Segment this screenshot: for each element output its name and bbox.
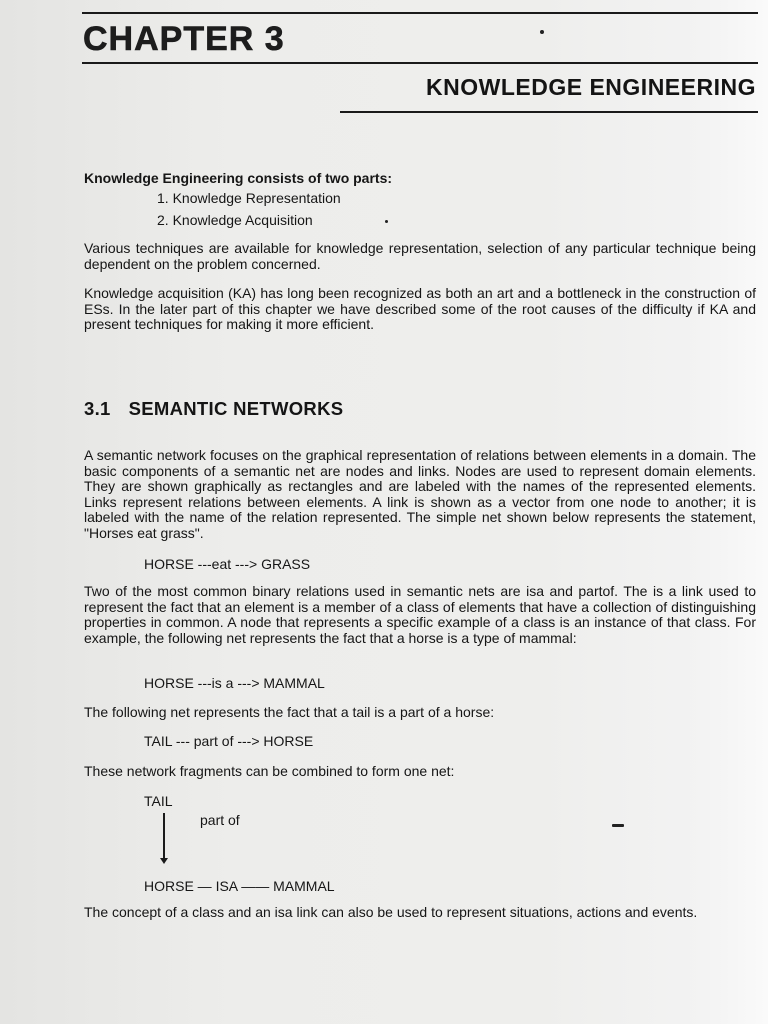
diagram-bottom-net: HORSE — ISA —— MAMMAL <box>144 878 335 894</box>
section-paragraph: These network fragments can be combined to form one net: <box>84 763 455 779</box>
chapter-label: CHAPTER 3 <box>83 20 285 58</box>
diagram-link-line <box>163 813 165 861</box>
diagram-node-tail: TAIL <box>144 793 173 809</box>
example-net: HORSE ---eat ---> GRASS <box>144 556 311 572</box>
scan-speck <box>612 824 624 827</box>
chapter-title: KNOWLEDGE ENGINEERING <box>426 74 756 100</box>
intro-list-item: 1. Knowledge Representation <box>157 190 341 206</box>
header-bottom-rule <box>340 111 758 113</box>
header-top-rule <box>82 12 758 14</box>
example-net: TAIL --- part of ---> HORSE <box>144 733 314 749</box>
section-number: 3.1 <box>84 398 111 419</box>
scan-speck <box>385 220 388 223</box>
intro-paragraph: Various techniques are available for knowledge representation, selection of any particular technique being dependent on the problem concerned. <box>84 240 756 272</box>
header-mid-rule <box>82 62 758 64</box>
section-title: SEMANTIC NETWORKS <box>128 398 344 419</box>
scan-speck <box>540 30 544 34</box>
intro-lead: Knowledge Engineering consists of two parts: <box>84 170 393 186</box>
section-paragraph: The concept of a class and an isa link can also be used to represent situations, actions and events. <box>84 904 698 920</box>
intro-paragraph: Knowledge acquisition (KA) has long been recognized as both an art and a bottleneck in the construction of ESs. In the later part of this chapter we have described some of the root causes of the difficulty if KA and present techniques for making it more efficient. <box>84 285 756 332</box>
diagram-link-label: part of <box>200 812 240 828</box>
diagram-arrowhead <box>160 858 168 864</box>
example-net: HORSE ---is a ---> MAMMAL <box>144 675 325 691</box>
intro-list-item: 2. Knowledge Acquisition <box>157 212 313 228</box>
section-heading <box>84 398 343 420</box>
section-paragraph: A semantic network focuses on the graphical representation of relations between elements in a domain. The basic components of a semantic net are nodes and links. Nodes are used to represent domain elements. They are shown graphically as rectangles and are labeled with the names of the represented elements. Links represent relations between elements. A link is shown as a vector from one node to another; it is labeled with the name of the relation represented. The simple net shown below represents the statement, "Horses eat grass". <box>84 447 756 541</box>
section-paragraph: Two of the most common binary relations used in semantic nets are isa and partof. The is a link used to represent the fact that an element is a member of a class of elements that have a collection of distinguishing properties in common. A node that represents a specific example of a class is an instance of that class. For example, the following net represents the fact that a horse is a type of mammal: <box>84 583 756 646</box>
section-paragraph: The following net represents the fact that a tail is a part of a horse: <box>84 704 495 720</box>
